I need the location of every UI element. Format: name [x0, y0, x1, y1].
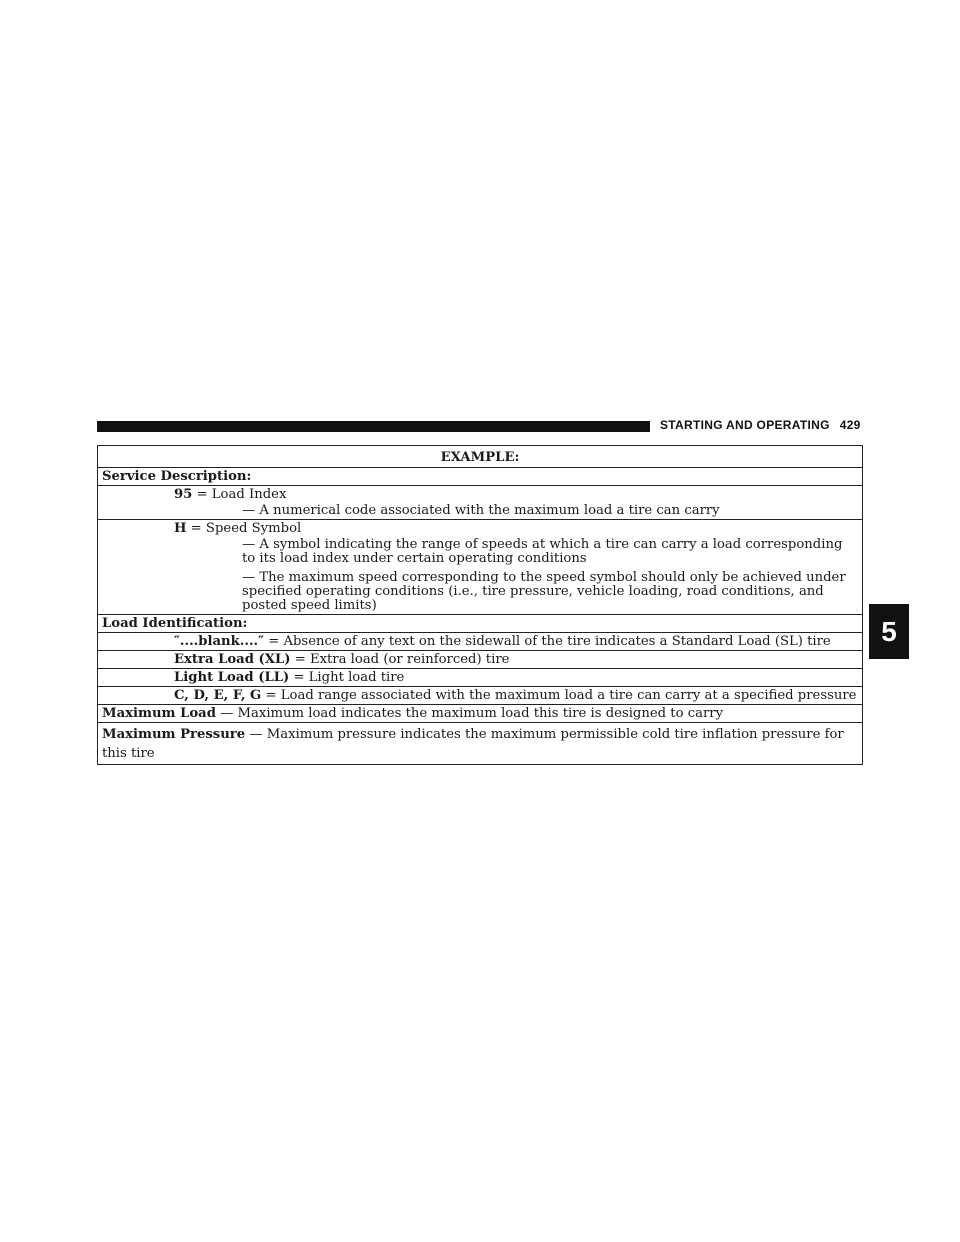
section-title: STARTING AND OPERATING [660, 418, 830, 432]
load-range-code: C, D, E, F, G [174, 688, 262, 703]
maximum-load-text: — Maximum load indicates the maximum load this tire is designed to carry [220, 706, 724, 721]
load-range-row [98, 686, 862, 704]
page-number: 429 [839, 418, 861, 432]
extra-load-text: = Extra load (or reinforced) tire [294, 652, 510, 667]
maximum-pressure-label: Maximum Pressure [102, 727, 246, 742]
chapter-tab [869, 604, 909, 659]
maximum-load-label: Maximum Load [102, 706, 216, 721]
blank-load-row [98, 632, 862, 650]
speed-symbol-text: = Speed Symbol [190, 521, 302, 536]
speed-symbol-desc-2: — The maximum speed corresponding to the speed symbol should only be achieved under specified operating conditions (i.e., tire pressure, vehicle loading, road conditions, and posted speed limits) [242, 570, 846, 613]
maximum-pressure-text: — Maximum pressure indicates the maximum permissible cold tire inflation pressure for [249, 727, 844, 742]
maximum-load-row [98, 704, 862, 722]
load-identification-label: Load Identification: [102, 616, 248, 631]
maximum-pressure-text-cont: this tire [102, 746, 155, 761]
chapter-tab-label: 5 [881, 615, 897, 647]
extra-load-code: Extra Load (XL) [174, 652, 291, 667]
header-rule [97, 421, 650, 432]
load-identification-heading [98, 614, 862, 632]
blank-load-code: ″....blank....″ [174, 634, 265, 649]
speed-symbol-desc-1: — A symbol indicating the range of speeds at which a tire can carry a load corresponding to its load index under certain operating conditions [242, 537, 843, 566]
blank-load-text: = Absence of any text on the sidewall of the tire indicates a Standard Load (SL) tire [268, 634, 831, 649]
light-load-text: = Light load tire [293, 670, 405, 685]
extra-load-row [98, 650, 862, 668]
service-description-heading [98, 467, 862, 485]
light-load-row [98, 668, 862, 686]
tire-code-table [97, 445, 863, 765]
speed-symbol-code: H [174, 521, 187, 536]
running-header [660, 418, 861, 432]
load-index-row [98, 485, 862, 519]
load-index-text: = Load Index [196, 487, 287, 502]
load-range-text: = Load range associated with the maximum load a tire can carry at a specified pressure [265, 688, 857, 703]
table-title: EXAMPLE: [440, 450, 520, 465]
maximum-pressure-row [98, 722, 862, 764]
service-description-label: Service Description: [102, 469, 252, 484]
load-index-desc: — A numerical code associated with the maximum load a tire can carry [242, 503, 720, 518]
load-index-code: 95 [174, 487, 193, 502]
light-load-code: Light Load (LL) [174, 670, 290, 685]
speed-symbol-row [98, 519, 862, 614]
